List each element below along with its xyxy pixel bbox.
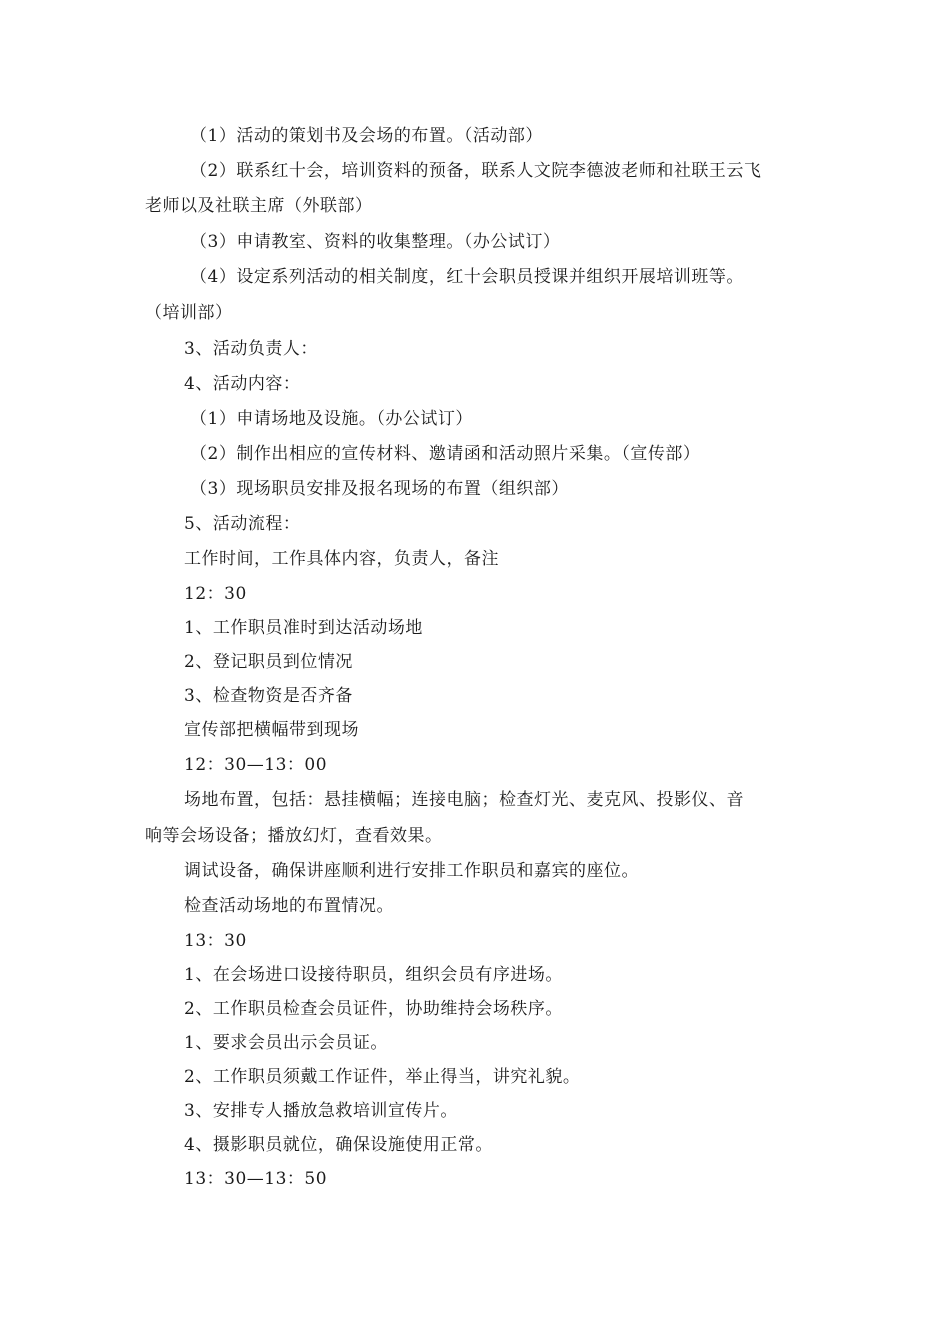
- text-line: 2、登记职员到位情况: [184, 652, 353, 672]
- text-line: 13：30: [184, 931, 247, 951]
- text-line: 2、工作职员须戴工作证件，举止得当，讲究礼貌。: [184, 1067, 581, 1087]
- text-line: （1）申请场地及设施。（办公试订）: [190, 409, 473, 429]
- text-line: 5、活动流程：: [184, 514, 301, 534]
- text-line: 3、安排专人播放急救培训宣传片。: [184, 1101, 458, 1121]
- text-line: （1）活动的策划书及会场的布置。（活动部）: [190, 126, 543, 146]
- text-line: 13：30—13：50: [184, 1169, 328, 1189]
- text-line: 2、工作职员检查会员证件，协助维持会场秩序。: [184, 999, 563, 1019]
- text-line: 宣传部把横幅带到现场: [184, 720, 359, 740]
- text-line: 响等会场设备；播放幻灯，查看效果。: [145, 826, 443, 846]
- text-line: （培训部）: [145, 303, 233, 323]
- text-line: 调试设备，确保讲座顺利进行安排工作职员和嘉宾的座位。: [184, 861, 639, 881]
- text-line: 4、活动内容：: [184, 374, 301, 394]
- text-line: 工作时间，工作具体内容，负责人，备注: [184, 549, 499, 569]
- text-line: 3、检查物资是否齐备: [184, 686, 353, 706]
- text-line: 1、工作职员准时到达活动场地: [184, 618, 423, 638]
- text-line: （2）制作出相应的宣传材料、邀请函和活动照片采集。（宣传部）: [190, 444, 701, 464]
- text-line: 12：30: [184, 584, 247, 604]
- text-line: 1、在会场进口设接待职员，组织会员有序进场。: [184, 965, 563, 985]
- text-line: 3、活动负责人：: [184, 339, 318, 359]
- text-line: 1、要求会员出示会员证。: [184, 1033, 388, 1053]
- text-line: 12：30—13：00: [184, 755, 328, 775]
- text-line: 4、摄影职员就位，确保设施使用正常。: [184, 1135, 493, 1155]
- text-line: 老师以及社联主席（外联部）: [145, 196, 373, 216]
- text-line: （2）联系红十会，培训资料的预备，联系人文院李德波老师和社联王云飞: [190, 161, 762, 181]
- text-line: （3）申请教室、资料的收集整理。（办公试订）: [190, 232, 561, 252]
- text-line: （4）设定系列活动的相关制度，红十会职员授课并组织开展培训班等。: [190, 267, 744, 287]
- text-line: 场地布置，包括：悬挂横幅；连接电脑；检查灯光、麦克风、投影仪、音: [184, 790, 744, 810]
- text-line: 检查活动场地的布置情况。: [184, 896, 394, 916]
- text-line: （3）现场职员安排及报名现场的布置（组织部）: [190, 479, 569, 499]
